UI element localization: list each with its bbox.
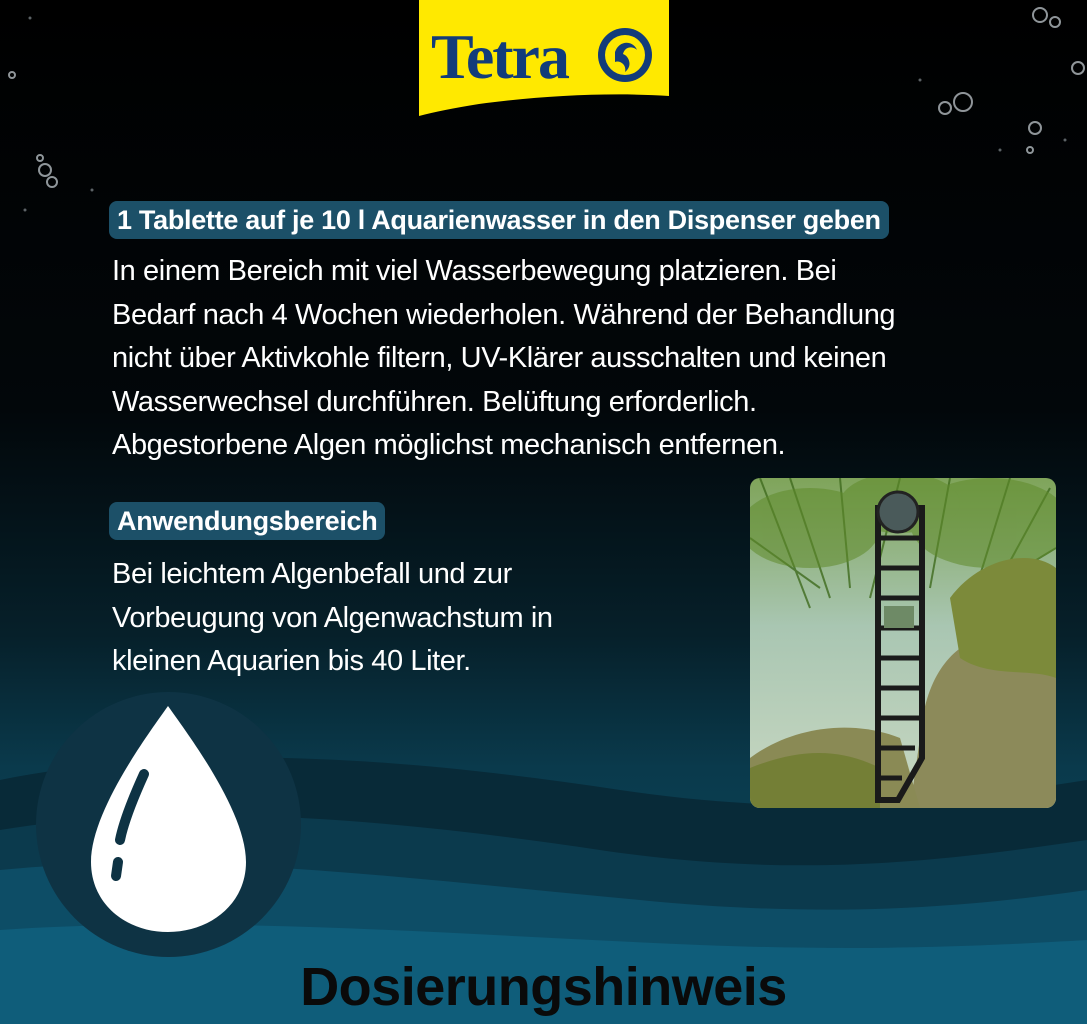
application-description — [112, 553, 632, 684]
text-line: Abgestorbene Algen möglichst mechanisch entfernen. — [112, 429, 786, 461]
text-line: In einem Bereich mit viel Wasserbewegung platzieren. Bei — [112, 255, 837, 287]
page-title: Dosierungshinweis — [300, 957, 787, 1017]
drop-badge — [36, 692, 301, 957]
text-line: kleinen Aquarien bis 40 Liter. — [112, 645, 471, 677]
tetra-logo — [419, 0, 669, 118]
aquarium-dispenser-photo — [750, 478, 1056, 808]
text-line: Bei leichtem Algenbefall und zur — [112, 558, 512, 590]
water-drop-icon — [36, 692, 301, 957]
svg-text:Tetra: Tetra — [431, 21, 568, 92]
text-line: nicht über Aktivkohle filtern, UV-Klärer ausschalten und keinen — [112, 342, 887, 374]
text-line: Vorbeugung von Algenwachstum in — [112, 601, 553, 634]
dosage-instructions — [112, 250, 992, 468]
application-heading: Anwendungsbereich — [109, 502, 385, 540]
text-line: Wasserwechsel durchführen. Belüftung erforderlich. — [112, 385, 757, 418]
text-line: Bedarf nach 4 Wochen wiederholen. Während der Behandlung — [112, 298, 896, 331]
dosage-heading: 1 Tablette auf je 10 l Aquarienwasser in den Dispenser geben — [109, 201, 889, 239]
